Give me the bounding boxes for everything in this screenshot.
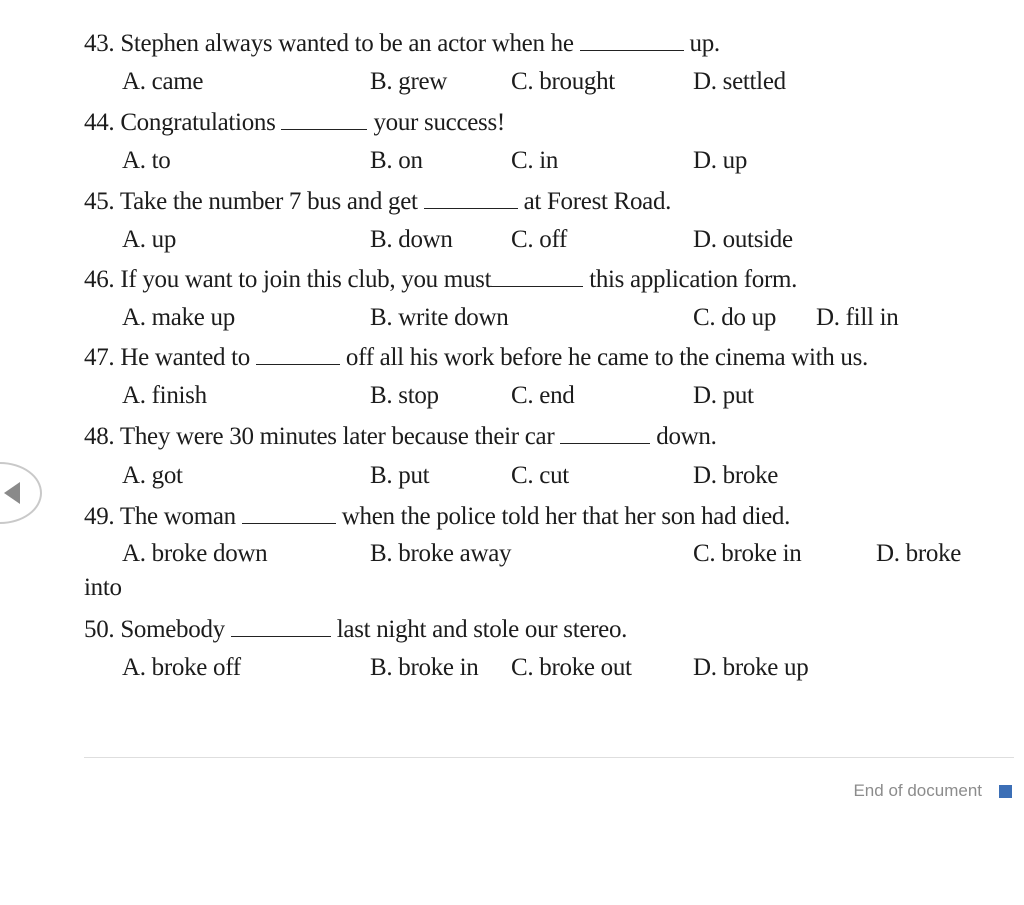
square-icon: [999, 785, 1012, 798]
question-number: 49.: [84, 503, 115, 530]
answer-blank: [231, 614, 331, 637]
question-number: 44.: [84, 109, 115, 136]
option-b: B. grew: [370, 68, 448, 95]
option-b: B. stop: [370, 382, 439, 409]
answer-blank: [560, 421, 650, 444]
option-a: A. to: [122, 147, 171, 174]
question-number: 47.: [84, 344, 115, 371]
question-45: [84, 186, 671, 217]
option-d: D. put: [693, 382, 754, 409]
option-c: C. broke in: [693, 540, 802, 567]
question-text-after: at Forest Road.: [523, 188, 672, 215]
option-b: B. down: [370, 226, 453, 253]
option-d-wrap: into: [84, 574, 122, 601]
option-d: D. outside: [693, 226, 793, 253]
option-c: C. do up: [693, 304, 777, 331]
question-47: [84, 342, 868, 373]
option-b: B. put: [370, 462, 430, 489]
option-d: D. up: [693, 147, 748, 174]
question-text-before: Take the number 7 bus and get: [119, 188, 418, 215]
option-d: D. broke up: [693, 654, 809, 681]
option-c: C. broke out: [511, 654, 632, 681]
option-c: C. brought: [511, 68, 615, 95]
question-text-before: Somebody: [120, 616, 225, 643]
option-d: D. fill in: [816, 304, 899, 331]
question-43: [84, 28, 720, 59]
option-b: B. on: [370, 147, 423, 174]
answer-blank: [256, 342, 340, 365]
question-44: [84, 107, 505, 138]
question-number: 45.: [84, 188, 115, 215]
option-a: A. got: [122, 462, 183, 489]
option-a: A. broke off: [122, 654, 241, 681]
option-a: A. finish: [122, 382, 207, 409]
question-50: [84, 614, 627, 645]
question-text-before: Congratulations: [120, 109, 276, 136]
option-d: D. settled: [693, 68, 786, 95]
option-a: A. make up: [122, 304, 235, 331]
option-c: C. in: [511, 147, 559, 174]
question-text-before: He wanted to: [120, 344, 251, 371]
question-46: [84, 264, 797, 295]
question-48: [84, 421, 717, 452]
option-a: A. came: [122, 68, 204, 95]
option-d: D. broke: [876, 540, 962, 567]
option-b: B. broke away: [370, 540, 512, 567]
question-text-before: They were 30 minutes later because their car: [119, 423, 555, 450]
question-text-after: down.: [656, 423, 717, 450]
divider: [84, 757, 1014, 758]
option-c: C. end: [511, 382, 575, 409]
option-b: B. broke in: [370, 654, 479, 681]
question-text-after: up.: [689, 30, 720, 57]
question-text-after: your success!: [373, 109, 505, 136]
question-49: [84, 501, 790, 532]
question-text-before: The woman: [119, 503, 236, 530]
question-text-after: when the police told her that her son had died.: [341, 503, 791, 530]
answer-blank: [491, 264, 583, 287]
end-of-document-label: End of document: [853, 781, 982, 800]
option-d: D. broke: [693, 462, 779, 489]
question-text-after: this application form.: [589, 266, 798, 293]
option-a: A. up: [122, 226, 177, 253]
option-a: A. broke down: [122, 540, 268, 567]
option-c: C. off: [511, 226, 568, 253]
question-text-after: last night and stole our stereo.: [336, 616, 628, 643]
question-text-before: Stephen always wanted to be an actor when he: [120, 30, 574, 57]
answer-blank: [424, 186, 518, 209]
question-text-before: If you want to join this club, you must: [120, 266, 492, 293]
question-text-after: off all his work before he came to the cinema with us.: [345, 344, 868, 371]
answer-blank: [580, 28, 684, 51]
answer-blank: [281, 107, 367, 130]
question-number: 50.: [84, 616, 115, 643]
chevron-left-icon: [4, 482, 20, 504]
question-number: 48.: [84, 423, 115, 450]
question-number: 43.: [84, 30, 115, 57]
option-c: C. cut: [511, 462, 569, 489]
question-number: 46.: [84, 266, 115, 293]
option-b: B. write down: [370, 304, 509, 331]
answer-blank: [242, 501, 336, 524]
